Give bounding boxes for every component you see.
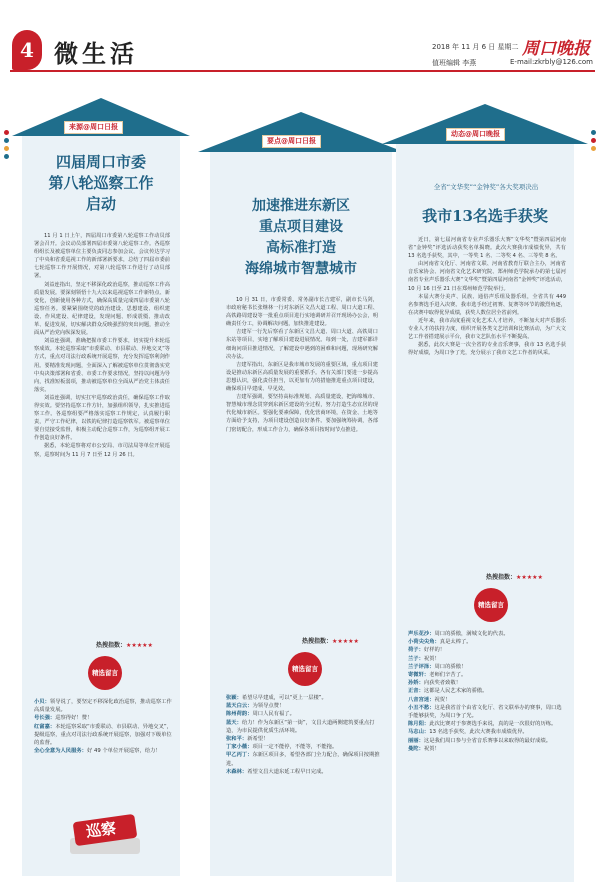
comment-item — [34, 723, 172, 748]
comment-item — [408, 663, 566, 671]
comment-list — [408, 630, 566, 860]
comment-user: 蓝天白云： — [226, 703, 253, 710]
star-rating-icon: ★★★★★ — [332, 638, 359, 645]
inspection-stamp-illustration — [60, 808, 150, 860]
editor-line: 值班编辑 李燕 — [432, 59, 477, 67]
article-body — [226, 296, 378, 634]
comment-user: 兰子评泽： — [408, 663, 435, 670]
comment-text: 东新区项目多，希望各部门全力配合，确保项目按期推进。 — [226, 752, 380, 767]
comment-text: 真是太棒了。 — [439, 639, 472, 646]
article-body — [408, 236, 566, 566]
comment-user: 正音： — [408, 688, 424, 695]
comment-text: 周口人民有福了。 — [252, 711, 295, 718]
paragraph: 近年来，我市高度重视文化艺术人才培养，不断加大对声乐器乐专业人才的扶持力度，组织开展各类文艺培训和比赛活动，为广大文艺工作者搭建展示平台，我市文艺队伍水平不断提高。 — [408, 317, 566, 341]
comment-user: 张和平： — [226, 736, 248, 743]
hot-index — [302, 636, 359, 645]
comment-text: 13 名选手获奖，此次大赛我市成绩优异。 — [429, 729, 528, 736]
comment-user: 全心全意为人民服务： — [34, 748, 87, 755]
paragraph: 由河南省文化厅、河南省文联、河南省教育厅联合主办，河南省音乐家协会、河南省文化艺术研究院、郑州师范学院承办的第七届河南省专业声乐器乐大赛“文华奖”暨第四届河南省“金钟奖”评选活动，10 月 16 日至 21 日在郑州师范学院举行。 — [408, 261, 566, 292]
comment-text: 周口的骄傲，满城文化的代表。 — [434, 631, 509, 637]
comment-text: 祝贺！ — [423, 655, 440, 662]
badge-label: 精选留言 — [478, 601, 504, 609]
headline-line: 高标准打造 — [266, 240, 336, 256]
comment-user: 八音宫迷： — [408, 696, 435, 703]
comment-item — [408, 638, 566, 646]
comment-item — [408, 671, 566, 679]
paper-logo: 周口晚报 — [522, 39, 590, 59]
section-title: 微生活 — [54, 39, 138, 68]
issue-date: 2018 年 11 月 6 日 星期二 — [432, 43, 519, 51]
comment-user: 号长强： — [34, 715, 56, 722]
comment-item — [226, 743, 382, 751]
email-line: E-mail:zkrbly@126.com — [510, 58, 593, 66]
comment-text: 这是我省首个由省文化厅、省文联举办的赛事，周口选手能够获奖，为周口争了光。 — [408, 704, 562, 720]
comment-user: 寄微轩： — [408, 672, 430, 679]
paragraph: 本届大赛分美声、民族、通俗声乐组及器乐组，全省共有 449 名参赛选手进入决赛。我市选手经过初赛、复赛等环节的激烈角逐，在决赛中取得优异成绩，获奖人数位居全省前列。 — [408, 293, 566, 316]
comment-item — [34, 714, 172, 722]
comment-user: 曼陀： — [408, 745, 424, 752]
featured-comments-badge — [288, 652, 322, 686]
article-headline — [28, 152, 174, 215]
comment-user: 陈州荷韵： — [226, 711, 253, 718]
paragraph: 据悉，此次大赛是一次全省的专业音乐赛事，我市 13 名选手获得好成绩，为周口争了光，充分展示了我市文艺工作者的风采。 — [408, 342, 566, 357]
comment-user: 小贝： — [34, 699, 50, 705]
comment-item — [226, 710, 382, 718]
comment-item — [408, 696, 566, 704]
comment-text: 巡察得好！赞！ — [55, 715, 93, 722]
comment-text: 项目一定不能停，不能等，不能拖。 — [252, 744, 338, 751]
comment-text: 祝贺！ — [434, 696, 451, 703]
comment-user: 张颖： — [226, 695, 242, 701]
comment-item — [226, 768, 382, 776]
source-plate: 动态@周口晚报 — [446, 128, 505, 141]
paragraph: 近日，第七届河南省专业声乐器乐大赛“文华奖”暨第四届河南省“金钟奖”评选活动获奖名单揭晓。此次大赛我市成绩优异，共有 13 名选手获奖，其中，一等奖 1 名、二等奖 4 名、三等奖 8 名。 — [408, 237, 566, 260]
comment-item — [226, 719, 382, 735]
comment-user: 兰子： — [408, 655, 424, 662]
comment-item — [226, 735, 382, 743]
comment-item — [408, 704, 566, 720]
hot-index — [486, 572, 543, 581]
comment-text: 这是我们周口参与全省音乐赛事以来取得的最好成绩。 — [423, 737, 552, 744]
headline-line: 我市13名选手获奖 — [422, 207, 548, 225]
paragraph: 吉建军强调，要坚持高标准规划、高质量建设，把海绵城市、智慧城市理念贯穿到东新区建设的全过程，努力打造生态宜居的现代化城市新区。要强化要素保障，优化营商环境，在资金、土地等方面给予支持，为项目建设创造良好条件。要加强统筹协调，各部门密切配合，形成工作合力，确保各项目按时间节点推进。 — [226, 394, 378, 433]
comment-text: 周口的骄傲！ — [434, 663, 467, 670]
article-body — [34, 232, 170, 614]
featured-comments-badge — [88, 656, 122, 690]
comment-text: 本轮巡察采取“市委联动、市县联动、异地交叉”，提级巡察，重点对司法行政系统开展巡察，加强对下级单位的监督。 — [34, 723, 172, 747]
comment-item — [408, 745, 566, 753]
comment-text: 向获奖者致敬！ — [423, 680, 461, 687]
comment-item — [34, 698, 172, 714]
comment-text: 希望文昌大道东延工程早日完成。 — [247, 768, 327, 775]
comment-list — [226, 694, 382, 844]
hot-index-label: 热搜指数： — [486, 574, 517, 581]
headline-line: 重点项目建设 — [259, 219, 343, 235]
comment-item — [408, 728, 566, 736]
source-plate: 来源@周口日报 — [64, 121, 123, 134]
comment-item — [34, 747, 172, 755]
comment-user: 马志山： — [408, 729, 430, 736]
comment-text: 好 49 个单位开展巡察，给力！ — [86, 748, 161, 755]
comment-item — [408, 737, 566, 745]
comment-item — [408, 655, 566, 663]
decorative-dots-icon — [4, 130, 9, 162]
comment-user: 陈月阳： — [408, 721, 430, 728]
comment-item — [408, 679, 566, 687]
article-headline — [214, 196, 388, 280]
decorative-dots-icon — [591, 130, 596, 154]
paragraph: 刘益连指出，坚定不移深化政治巡察，推动巡察工作高质量发展。要深刻领悟十九大以来巡视巡察工作新特点、新变化，创新使用各种方式，确保高质量完成四届市委第八轮巡察任务。要紧紧围绕党的政治建设、思想建设、组织建设、作风建设、纪律建设，发现问题、形成震慑、推动改革、促进发展，切实解决群众反映强烈的突出问题，推动全面从严治党向纵深发展。 — [34, 281, 170, 337]
star-rating-icon: ★★★★★ — [126, 642, 153, 649]
paragraph: 吉建军指出，东新区是我市城市发展的重要区域，重点项目建设是推动东新区高质量发展的重要抓手。各有关部门要进一步提高思想认识，强化责任担当，以更加有力的措施推进重点项目建设，确保项目早建成、早见效。 — [226, 361, 378, 393]
headline-line: 第八轮巡察工作 — [48, 174, 154, 192]
article-subhead: 全省“文华奖”“金钟奖”各大奖项决出 — [433, 183, 539, 191]
comment-item — [226, 751, 382, 767]
headline-line: 四届周口市委 — [55, 153, 146, 171]
comment-user: 小丑不愁： — [408, 704, 435, 711]
comment-user: 甲乙丙丁： — [226, 752, 253, 759]
comment-item — [408, 646, 566, 654]
badge-label: 精选留言 — [92, 669, 118, 677]
comment-user: 小荷尖尖角： — [408, 639, 440, 646]
comment-list — [34, 698, 172, 794]
comment-text: 为领导点赞！ — [252, 703, 285, 710]
paragraph: 10 月 31 日，市委常委、常务副市长吉建军，副市长马剑，市政府秘书长张继林一行对东新区文昌大道工程、周口大道工程、高铁路周建设等一批重点项目进行实地调研并召开现场办公会，明确责任分工，协调解决问题，加快推进建设。 — [226, 297, 378, 328]
comment-item — [408, 630, 566, 638]
comment-text: 老师们辛苦了。 — [429, 672, 467, 679]
comment-user: 荷子： — [408, 647, 424, 654]
header-rule — [10, 70, 595, 72]
comment-user: 蓝天： — [226, 719, 242, 726]
paragraph: 吉建军一行先后察看了东新区文昌大道、周口大道、高铁周口东站等项目，实地了解项目建设进展情况。每到一处，吉建军都详细询问项目推进情况，了解建设中遇到的困难和问题，现场研究解决办法。 — [226, 329, 378, 360]
comment-text: 这都是人民艺术家的骄傲。 — [423, 688, 488, 695]
headline-line: 海绵城市智慧城市 — [245, 261, 357, 277]
comment-item — [408, 687, 566, 695]
comment-item — [226, 702, 382, 710]
headline-line: 加速推进东新区 — [252, 198, 350, 214]
star-rating-icon: ★★★★★ — [516, 574, 543, 581]
comment-user: 丁家小薇： — [226, 744, 253, 751]
headline-line: 启动 — [85, 195, 116, 213]
paragraph: 据悉，本轮巡察将对市公安局、市司法局等单位开展巡察，巡察时间为 11 月 7 日至 12 月 26 日。 — [34, 443, 170, 458]
comment-user: 木森林： — [226, 768, 248, 775]
comment-text: 希望尽早建成，可以“更上一层楼”。 — [241, 695, 327, 701]
badge-label: 精选留言 — [292, 665, 318, 673]
comment-text: 领导说了，要坚定不移深化政治巡察，推动巡察工作高质量发展。 — [34, 699, 172, 714]
comment-item — [226, 694, 382, 702]
comment-user: 丽丽： — [408, 737, 424, 744]
comment-text: 给力！作为东新区“第一街”，文昌大道两侧建筑要重点打造，为市民提供优质生活环境。 — [226, 719, 375, 734]
comment-text: 好样的！ — [423, 647, 446, 654]
page-number-badge: 4 — [12, 30, 42, 70]
comment-text: 祝贺！ — [423, 745, 440, 752]
article-headline — [400, 206, 570, 226]
comment-item — [408, 720, 566, 728]
hot-index-label: 热搜指数： — [302, 638, 333, 645]
comment-user: 孙娇： — [408, 680, 424, 687]
comment-text: 此次比赛对于参赛选手来说，真的是一次很好的历练。 — [429, 721, 557, 728]
hot-index-label: 热搜指数： — [96, 642, 127, 649]
paragraph: 刘益连强调，准确把握市委工作要求，切实提升本轮巡察成效。本轮巡察采取“市委联动、市县联动、异地交叉”等方式，重点对司法行政系统开展巡察，充分发挥巡察利剑作用。要精准发现问题，全面深入了解被巡察单位贯彻落实党中央决策部署和省委、市委工作要求情况，坚持以问题为导向，找准短板弱项，推动被巡察单位全面从严治党主体责任落实。 — [34, 338, 170, 393]
hot-index — [96, 640, 153, 649]
comment-text: 新希望！ — [247, 736, 269, 743]
paragraph: 刘益连强调，切实扛牢巡察政治责任，确保巡察工作取得实效。要坚持巡察工作方针，加强组织领导，扎实推进巡察工作。各巡察组要严格落实巡察工作规定，认真履行职责，严守工作纪律，以铁的纪律打造巡察铁军。被巡察单位要自觉接受监督，积极主动配合巡察工作，为巡察组开展工作创造良好条件。 — [34, 394, 170, 442]
source-plate: 要点@周口日报 — [262, 135, 321, 148]
featured-comments-badge — [474, 588, 508, 622]
comment-user: 红富嘉： — [34, 723, 56, 730]
comment-user: 声乐花沙： — [408, 631, 435, 637]
paragraph: 11 月 1 日上午，四届周口市委第八轮巡察工作动员部署会召开。会议动员部署四届市委第八轮巡察工作。各巡察组组长及被巡察单位主要负责同志参加会议。会议传达学习了中央和省委巡视工作的新部署新要求，总结了四届市委前七轮巡察工作开展情况，对第八轮巡察工作进行了动员部署。 — [34, 233, 170, 280]
stamp-text: 巡察 — [84, 818, 118, 841]
